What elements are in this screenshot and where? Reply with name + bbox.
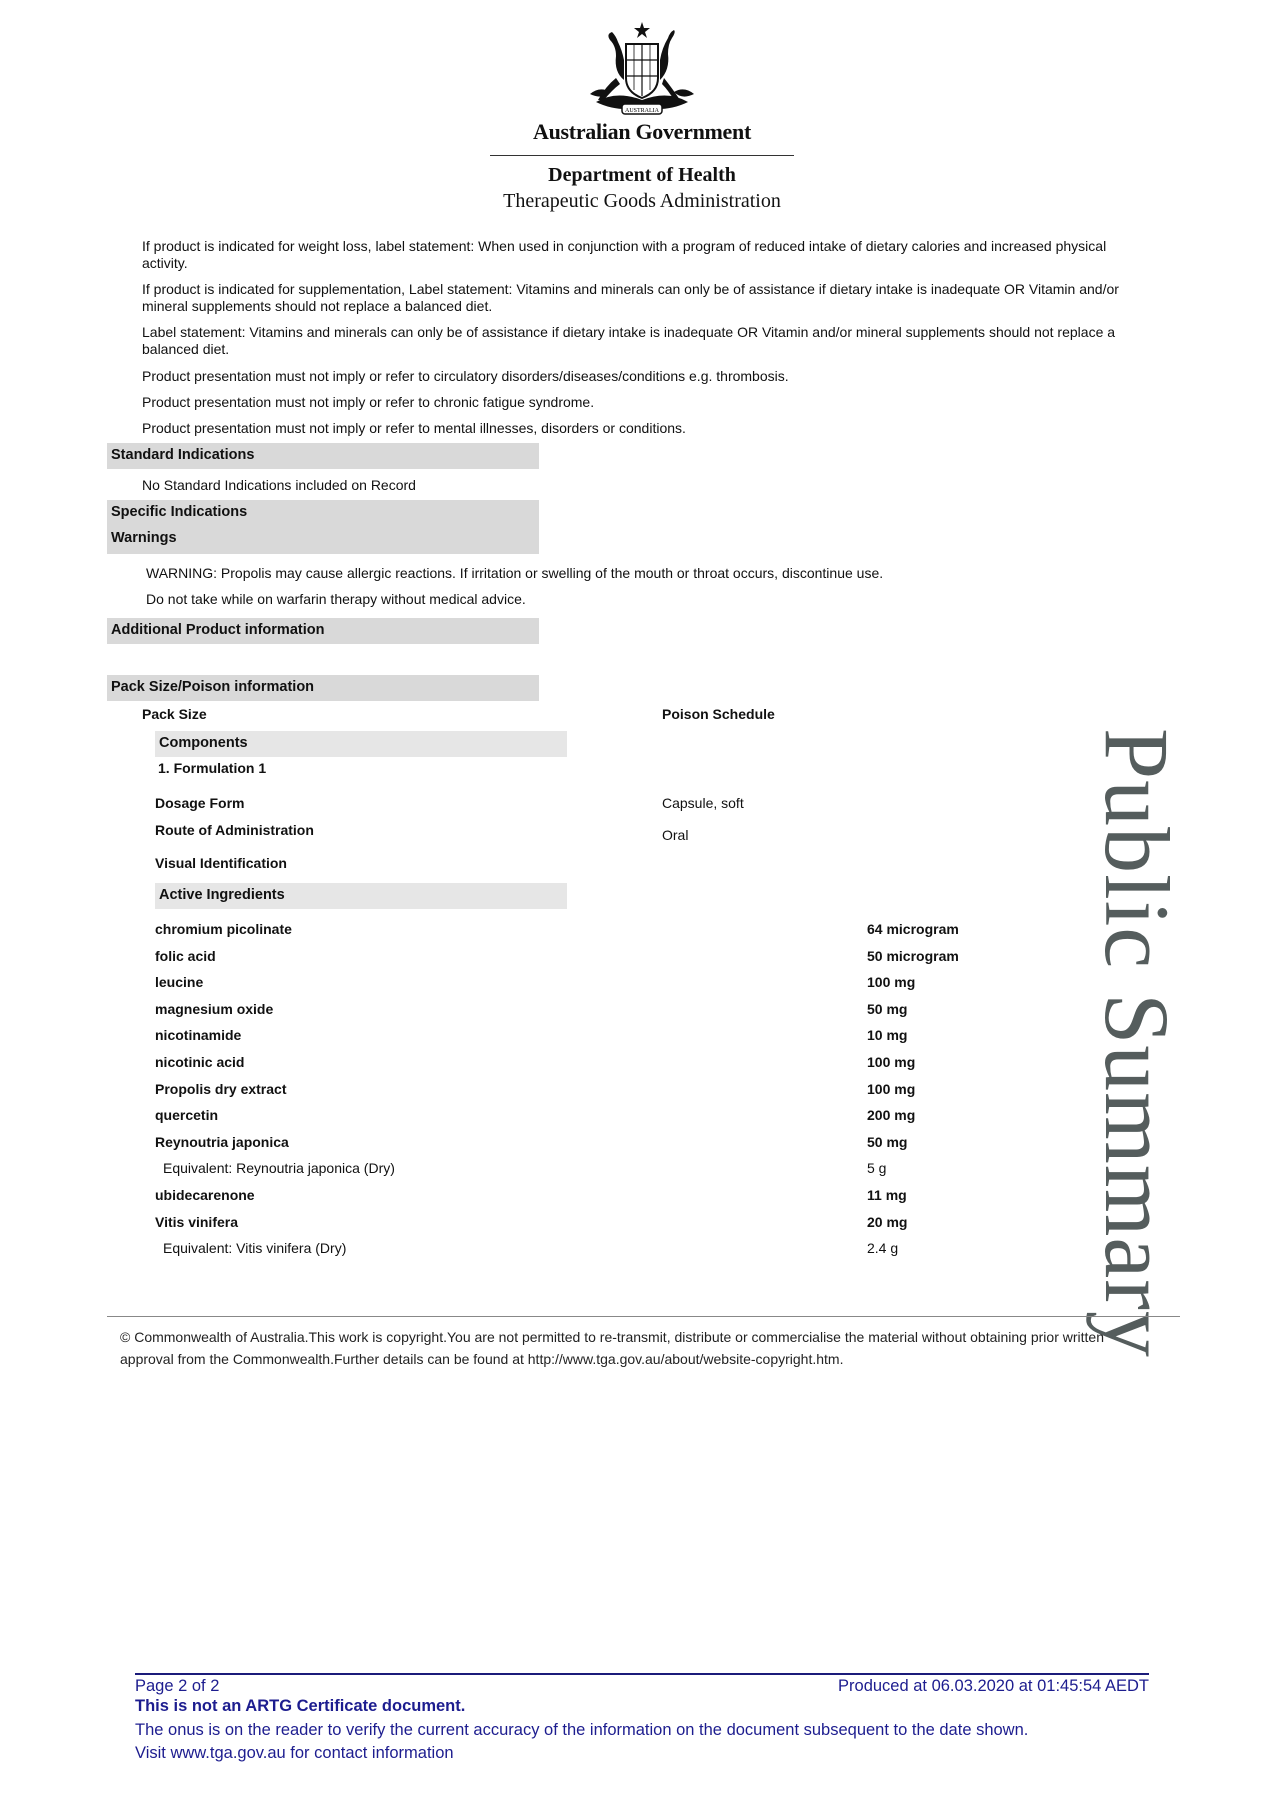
onus-notice: The onus is on the reader to verify the current accuracy of the information on the document subsequent to the date shown. bbox=[135, 1721, 1029, 1739]
dosage-form-value: Capsule, soft bbox=[662, 795, 744, 811]
copyright-divider bbox=[107, 1316, 1180, 1317]
ingredient-row bbox=[155, 1107, 1035, 1134]
department-name: Department of Health bbox=[548, 164, 736, 186]
not-certificate-notice: This is not an ARTG Certificate document. bbox=[135, 1697, 466, 1715]
coat-of-arms-crest bbox=[576, 20, 708, 120]
statement-supplementation: If product is indicated for supplementation, Label statement: Vitamins and minerals can only be of assistance if dietary intake is inadequate OR Vitamin and/or mineral supplements should not replace a balanced diet. bbox=[142, 281, 1119, 314]
ingredient-name: nicotinamide bbox=[155, 1027, 242, 1044]
dosage-form-label: Dosage Form bbox=[155, 795, 245, 811]
ingredient-row bbox=[155, 1214, 1035, 1241]
specific-indications-label: Specific Indications bbox=[111, 504, 248, 520]
ingredient-row bbox=[155, 1081, 1035, 1108]
pack-size-label: Pack Size bbox=[142, 706, 207, 722]
ingredient-amount: 200 mg bbox=[867, 1107, 916, 1124]
ingredient-amount: 50 mg bbox=[867, 1000, 908, 1017]
ingredient-amount: 20 mg bbox=[867, 1213, 908, 1230]
ingredient-name: chromium picolinate bbox=[155, 921, 292, 937]
ingredient-name: nicotinic acid bbox=[155, 1053, 245, 1070]
ingredient-name: quercetin bbox=[155, 1107, 219, 1124]
ingredient-row bbox=[155, 1054, 1035, 1081]
public-summary-watermark: Public Summary bbox=[1086, 728, 1188, 1358]
standard-indications-header: Standard Indications bbox=[107, 443, 539, 469]
footer-divider bbox=[135, 1673, 1149, 1675]
ingredient-amount: 5 g bbox=[867, 1160, 887, 1177]
specific-warnings-header bbox=[107, 500, 539, 554]
standard-indications-text: No Standard Indications included on Record bbox=[142, 477, 416, 493]
components-header: Components bbox=[155, 731, 567, 757]
ingredient-amount: 100 mg bbox=[867, 1053, 916, 1070]
ingredient-amount: 11 mg bbox=[867, 1186, 907, 1203]
copyright-notice: © Commonwealth of Australia.This work is copyright.You are not permitted to re-transmit, distribute or commercialise the material without obtaining prior written approval from the Commonwealth.Further details can be found at http://www.tga.gov.au/about/website-copyright.htm. bbox=[120, 1329, 1104, 1367]
statement-label: Label statement: Vitamins and minerals can only be of assistance if dietary intake is inadequate OR Vitamin and/or mineral supplements should not replace a balanced diet. bbox=[142, 324, 1116, 357]
additional-info-header: Additional Product information bbox=[107, 618, 539, 644]
warning-propolis: WARNING: Propolis may cause allergic reactions. If irritation or swelling of the mouth or throat occurs, discontinue use. bbox=[146, 565, 884, 581]
ingredient-row bbox=[155, 921, 1035, 948]
ingredient-equivalent-row bbox=[155, 1240, 1035, 1267]
ingredient-equivalent-row bbox=[155, 1160, 1035, 1187]
statement-circulatory: Product presentation must not imply or refer to circulatory disorders/diseases/conditions e.g. thrombosis. bbox=[142, 368, 789, 384]
ingredient-name: Propolis dry extract bbox=[155, 1080, 287, 1097]
ingredient-amount: 64 microgram bbox=[867, 921, 959, 937]
route-label: Route of Administration bbox=[155, 822, 314, 838]
ingredient-amount: 2.4 g bbox=[867, 1240, 899, 1257]
ingredient-name: Reynoutria japonica bbox=[155, 1133, 289, 1150]
ingredient-name: Equivalent: Vitis vinifera (Dry) bbox=[163, 1240, 347, 1257]
agency-name: Therapeutic Goods Administration bbox=[503, 190, 781, 212]
contact-info: Visit www.tga.gov.au for contact information bbox=[135, 1744, 454, 1762]
statement-mental-illness: Product presentation must not imply or refer to mental illnesses, disorders or conditions. bbox=[142, 420, 686, 436]
ingredient-row bbox=[155, 1134, 1035, 1161]
ingredient-name: ubidecarenone bbox=[155, 1186, 255, 1203]
ingredient-name: folic acid bbox=[155, 947, 216, 964]
route-value: Oral bbox=[662, 827, 689, 843]
ingredient-row bbox=[155, 1001, 1035, 1028]
ingredient-amount: 50 microgram bbox=[867, 947, 959, 964]
visual-identification-label: Visual Identification bbox=[155, 855, 287, 871]
statement-chronic-fatigue: Product presentation must not imply or refer to chronic fatigue syndrome. bbox=[142, 394, 595, 410]
ingredient-amount: 10 mg bbox=[867, 1027, 908, 1044]
ingredient-row bbox=[155, 1027, 1035, 1054]
active-ingredients-header: Active Ingredients bbox=[155, 883, 567, 909]
government-title: Australian Government bbox=[533, 119, 751, 144]
ingredient-name: leucine bbox=[155, 974, 204, 991]
header-divider bbox=[490, 155, 794, 156]
ingredient-amount: 100 mg bbox=[867, 1080, 916, 1097]
ingredient-amount: 100 mg bbox=[867, 974, 916, 991]
ingredient-amount: 50 mg bbox=[867, 1133, 908, 1150]
ingredient-row bbox=[155, 1187, 1035, 1214]
formulation-title: 1. Formulation 1 bbox=[158, 760, 267, 776]
svg-text:AUSTRALIA: AUSTRALIA bbox=[625, 108, 659, 114]
poison-schedule-label: Poison Schedule bbox=[662, 706, 775, 722]
warning-warfarin: Do not take while on warfarin therapy without medical advice. bbox=[146, 591, 526, 607]
ingredient-name: Vitis vinifera bbox=[155, 1213, 239, 1230]
produced-timestamp: Produced at 06.03.2020 at 01:45:54 AEDT bbox=[838, 1677, 1149, 1695]
ingredient-row bbox=[155, 948, 1035, 975]
ingredient-name: magnesium oxide bbox=[155, 1000, 274, 1017]
pack-size-poison-header: Pack Size/Poison information bbox=[107, 675, 539, 701]
ingredient-name: Equivalent: Reynoutria japonica (Dry) bbox=[163, 1160, 395, 1177]
statement-weight-loss: If product is indicated for weight loss, label statement: When used in conjunction with a program of reduced intake of dietary calories and increased physical activity. bbox=[142, 238, 1107, 271]
page-number: Page 2 of 2 bbox=[135, 1677, 220, 1695]
ingredient-row bbox=[155, 974, 1035, 1001]
ingredients-list bbox=[155, 921, 1035, 1267]
warnings-label: Warnings bbox=[111, 530, 177, 546]
